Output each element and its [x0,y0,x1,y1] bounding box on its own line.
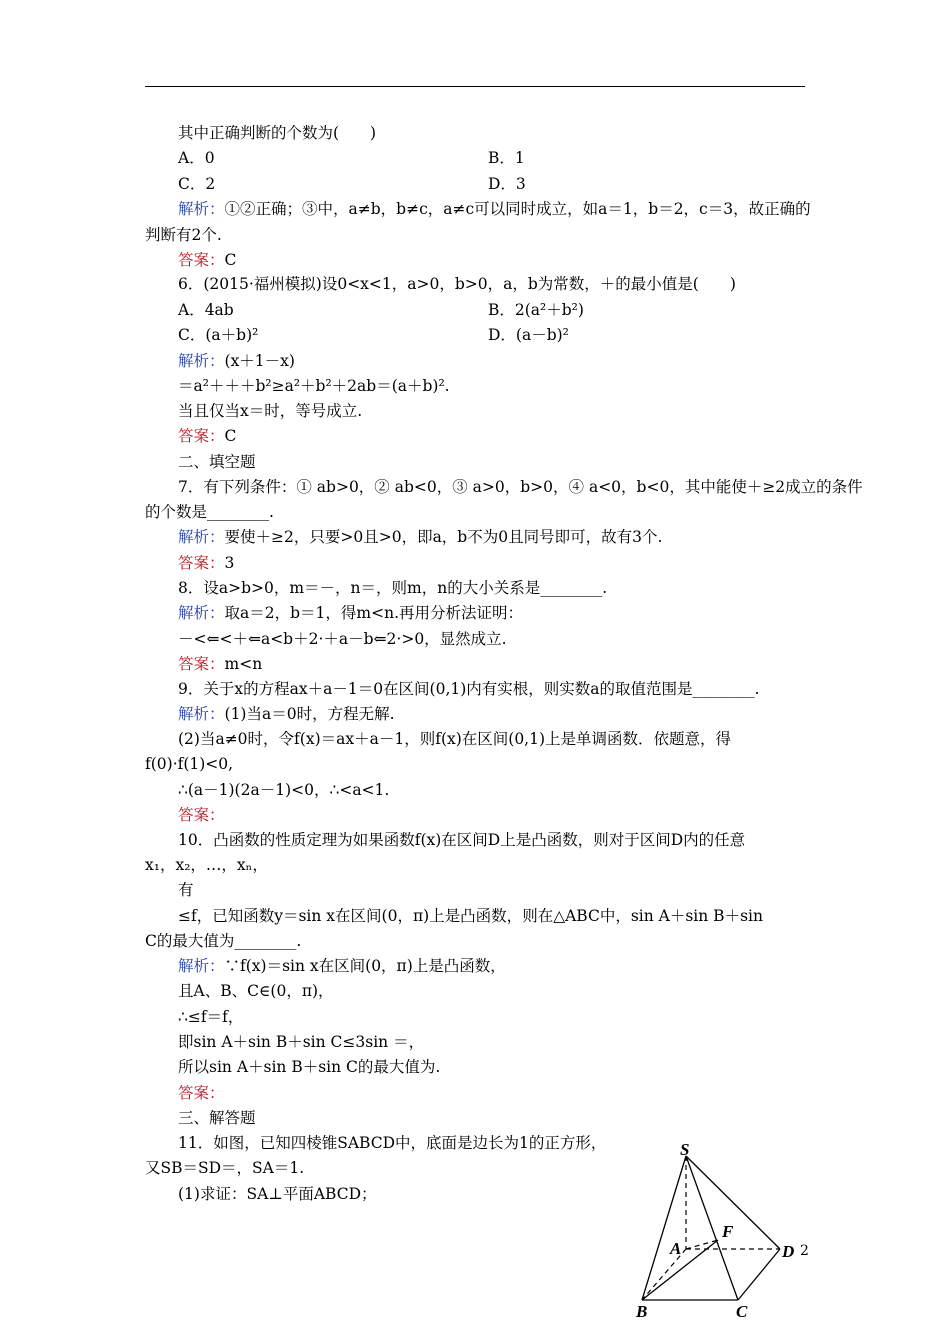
text-line: 有 [178,881,194,899]
analysis-text: 取a＝2，b＝1，得m<n.再用分析法证明： [224,604,523,622]
answer-label: 答案： [178,427,225,445]
analysis-line [178,351,295,371]
analysis-label: 解析： [178,352,225,370]
text-line: 11．如图，已知四棱锥SABCD中，底面是边长为1的正方形， [178,1134,607,1152]
text-line: ∴(a－1)(2a－1)<0，∴<a<1. [178,781,390,799]
text-line: 三、解答题 [178,1109,256,1127]
text-line: C．2 [178,175,216,193]
text-line: 判断有2个. [145,226,222,244]
answer-line [178,426,236,446]
analysis-label: 解析： [178,604,225,622]
pyramid-figure [620,1140,810,1340]
label-B: B [636,1302,648,1321]
text-line: ≤f，已知函数y＝sin x在区间(0，π)上是凸函数，则在△ABC中，sin A＋sin B＋sin [178,907,763,925]
answer-label: 答案： [178,1084,225,1102]
text-line: 即sin A＋sin B＋sin C≤3sin ＝， [178,1033,425,1051]
header-rule [145,86,805,87]
label-D: D [782,1242,795,1261]
text-line: (2)当a≠0时，令f(x)＝ax＋a－1，则f(x)在区间(0,1)上是单调函数．依题意，得 [178,730,732,748]
choice-option: B．1 [488,149,525,167]
answer-label: 答案： [178,251,225,269]
page-number: 2 [800,1243,809,1259]
analysis-line [178,956,506,976]
label-F: F [722,1222,734,1241]
analysis-text: ∵f(x)＝sin x在区间(0，π)上是凸函数， [224,957,506,975]
choice-option: D．(a－b)² [488,326,569,344]
text-line: C的最大值为________. [145,932,302,950]
analysis-label: 解析： [178,200,225,218]
analysis-label: 解析： [178,705,225,723]
text-line: 的个数是________. [145,503,274,521]
choice-option: B．2(a²＋b²) [488,301,584,319]
text-line: (1)求证：SA⊥平面ABCD； [178,1185,377,1203]
text-line: A．4ab [178,301,234,319]
text-line: 6．(2015·福州模拟)设0<x<1，a>0，b>0，a，b为常数，＋的最小值是( ) [178,275,736,293]
answer-line [178,654,262,674]
analysis-text: ①②正确；③中，a≠b，b≠c，a≠c可以同时成立，如a＝1，b＝2，c＝3，故正确的 [224,200,811,218]
text-line: 9．关于x的方程ax＋a－1＝0在区间(0,1)内有实根，则实数a的取值范围是________. [178,680,760,698]
text-line: C．(a＋b)² [178,326,259,344]
edge-CD [738,1249,780,1300]
text-line: －<⇐<＋⇐a<b＋2·＋a－b⇐2·>0，显然成立. [178,630,507,648]
text-line: 10．凸函数的性质定理为如果函数f(x)在区间D上是凸函数，则对于区间D内的任意 [178,831,746,849]
analysis-label: 解析： [178,957,225,975]
answer-line [178,1083,225,1103]
answer-value: 3 [224,554,235,572]
text-line: 所以sin A＋sin B＋sin C的最大值为. [178,1058,441,1076]
answer-line [178,250,236,270]
text-line: A．0 [178,149,215,167]
analysis-text: (1)当a＝0时，方程无解. [224,705,395,723]
answer-line [178,553,234,573]
text-line: 当且仅当x＝时，等号成立. [178,402,363,420]
label-C: C [736,1302,748,1321]
answer-label: 答案： [178,554,225,572]
answer-line [178,805,225,825]
answer-value: m<n [224,655,263,673]
text-line: 其中正确判断的个数为( ) [178,124,377,142]
text-line: 8．设a>b>0，m＝－，n＝，则m，n的大小关系是________. [178,579,608,597]
text-line: ∴≤f＝f， [178,1008,244,1026]
answer-value: C [224,427,237,445]
edge-SB [642,1156,686,1300]
choice-option: D．3 [488,175,526,193]
label-S: S [680,1140,690,1159]
text-line: f(0)·f(1)<0, [145,755,234,773]
analysis-line [178,603,523,623]
label-A: A [670,1239,682,1258]
analysis-line [178,704,395,724]
analysis-label: 解析： [178,528,225,546]
analysis-line [178,199,811,219]
text-line: x₁，x₂，…，xₙ， [145,856,268,874]
text-line: 且A、B、C∈(0，π)， [178,982,334,1000]
answer-value: C [224,251,237,269]
text-line: 二、填空题 [178,453,256,471]
text-line: 7．有下列条件：① ab>0，② ab<0，③ a>0，b>0，④ a<0，b<0，其中能使＋≥2成立的条件 [178,478,863,496]
text-line: ＝a²＋＋＋b²≥a²＋b²＋2ab＝(a＋b)². [178,377,450,395]
analysis-text: (x＋1－x) [224,352,295,370]
analysis-text: 要使＋≥2，只要>0且>0，即a，b不为0且同号即可，故有3个. [224,528,663,546]
analysis-line [178,527,662,547]
answer-label: 答案： [178,655,225,673]
text-line: 又SB＝SD＝，SA＝1. [145,1159,305,1177]
answer-label: 答案： [178,806,225,824]
